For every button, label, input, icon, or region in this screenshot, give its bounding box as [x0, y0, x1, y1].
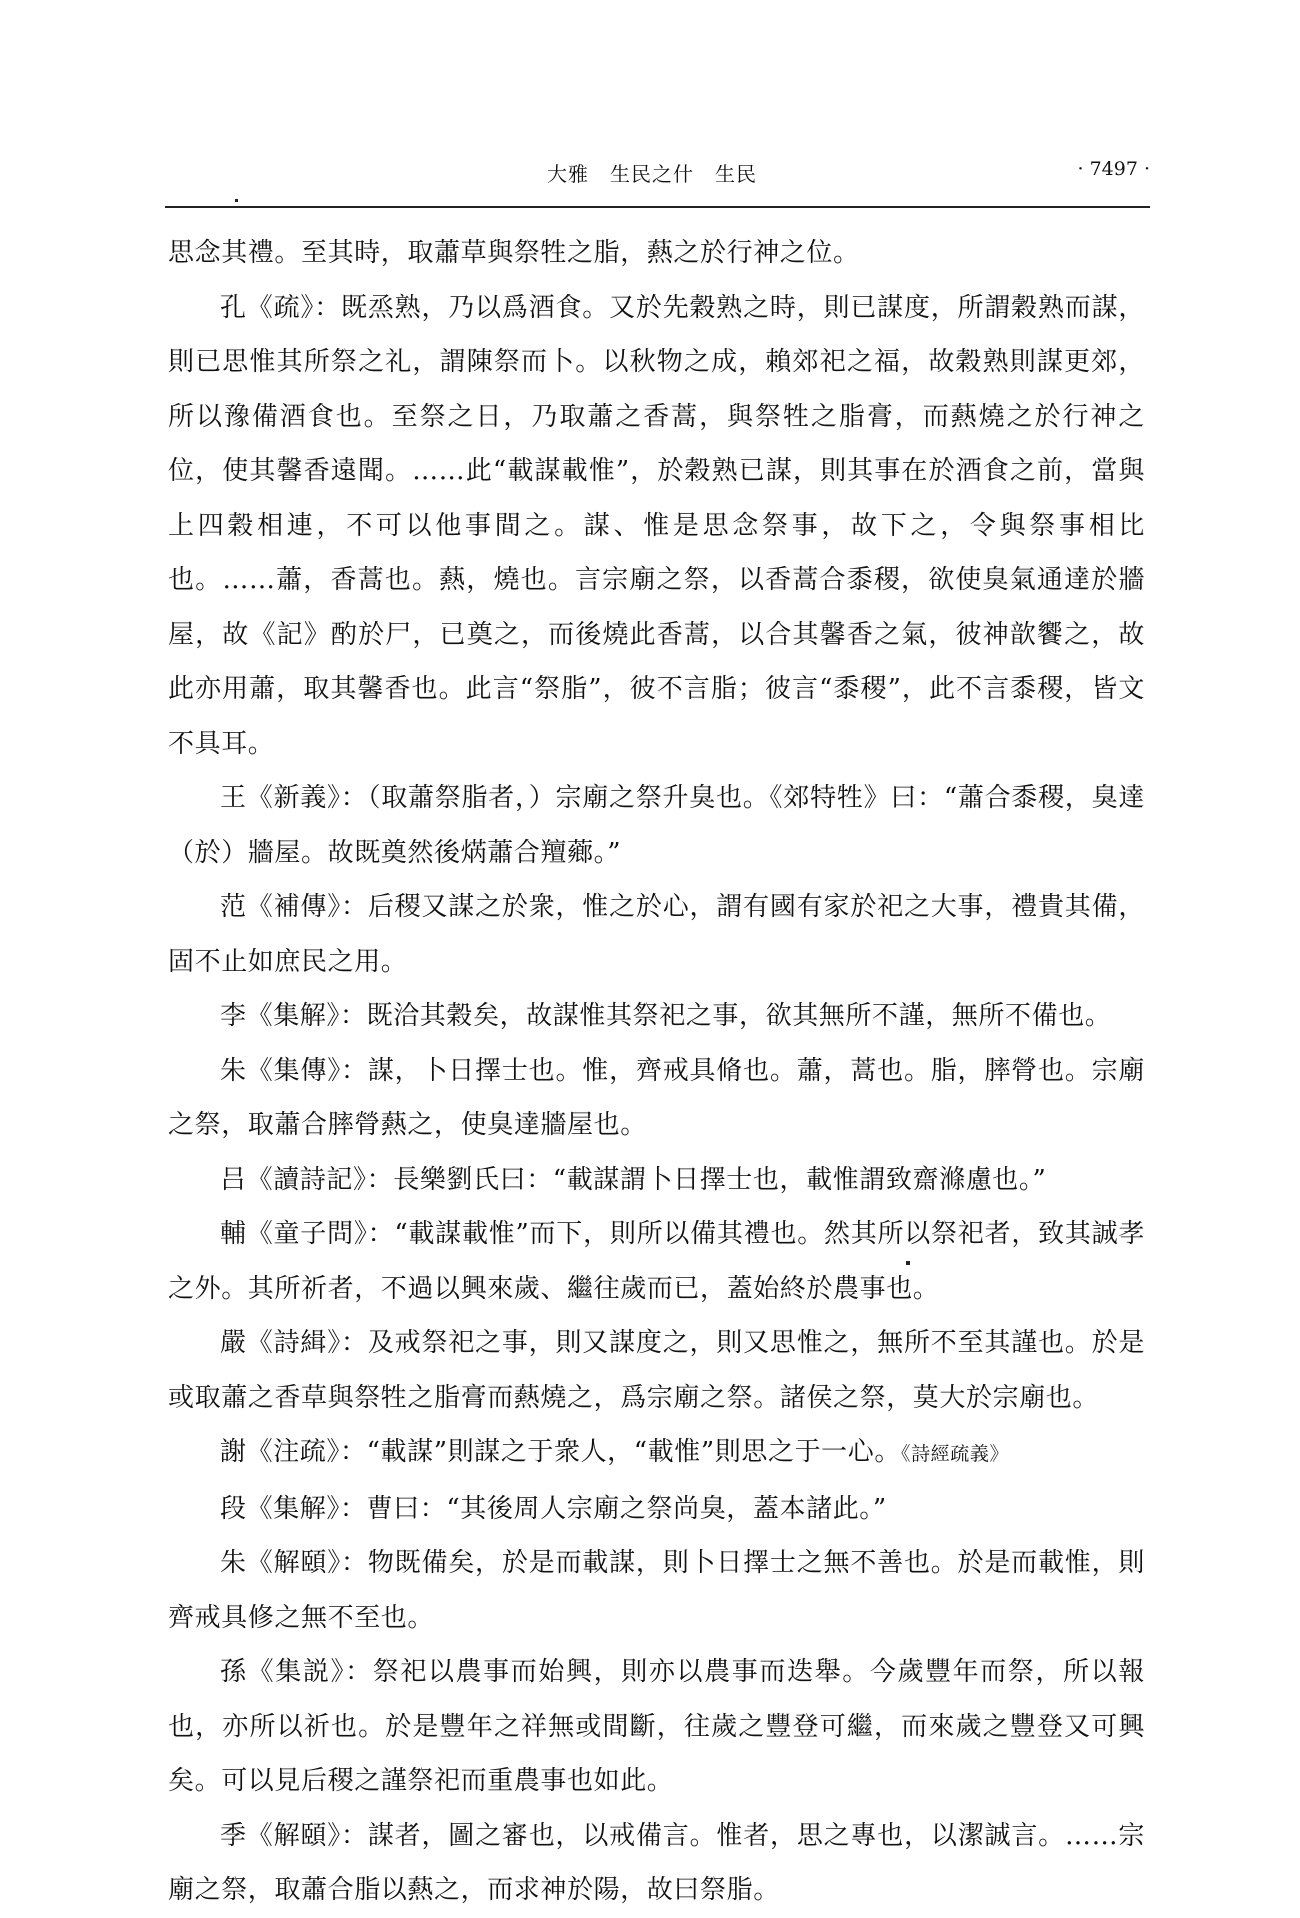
paragraph-duan-jijie: 段《集解》：曹曰：“其後周人宗廟之祭尚臭，蓋本諸此。” — [220, 1493, 887, 1524]
paragraph-lu-dushiji: 吕《讀詩記》：長樂劉氏曰：“載謀謂卜日擇士也，載惟謂致齋滌慮也。” — [220, 1164, 1047, 1195]
paragraph-fu-tongziwen: 輔《童子問》：“載謀載惟”而下，則所以備其禮也。然其所以祭祀者，致其誠孝之外。其所祈者，不過以興來歲、繼往歲而已，蓋始終於農事也。 — [168, 1219, 1145, 1304]
header-rule — [165, 206, 1150, 208]
paragraph-ji-jieyi: 季《解頤》：謀者，圖之審也，以戒備言。惟者，思之專也，以潔誠言。……宗廟之祭，取蕭合脂以爇之，而求神於陽，故曰祭脂。 — [168, 1820, 1145, 1905]
paragraph-yan-shiji: 嚴《詩緝》：及戒祭祀之事，則又謀度之，則又思惟之，無所不至其謹也。於是或取蕭之香草與祭牲之脂膏而爇燒之，爲宗廟之祭。諸侯之祭，莫大於宗廟也。 — [168, 1328, 1145, 1413]
paragraph-kong-shu: 孔《疏》：既烝熟，乃以爲酒食。又於先穀熟之時，則已謀度，所謂穀熟而謀，則已思惟其所祭之礼，謂陳祭而卜。以秋物之成，賴郊祀之福，故穀熟則謀更郊，所以豫備酒食也。至祭之日，乃取蕭之香蒿，與祭牲之脂膏，而爇燒之於行神之位，使其馨香遠聞。……此“載謀載惟”，於穀熟已謀，則其事在於酒食之前，當與上四穀相連，不可以他事間之。謀、惟是思念祭事，故下之，令與祭事相比也。……蕭，香蒿也。爇，燒也。言宗廟之祭，以香蒿合黍稷，欲使臭氣通達於牆屋，故《記》酌於尸，已奠之，而後燒此香蒿，以合其馨香之氣，彼神歆饗之，故此亦用蕭，取其馨香也。此言“祭脂”，彼不言脂；彼言“黍稷”，此不言黍稷，皆文不具耳。 — [168, 292, 1145, 759]
page-number: · 7497 · — [1077, 158, 1150, 180]
running-head — [165, 158, 1150, 198]
paragraph-continuation: 思念其禮。至其時，取蕭草與祭牲之脂，爇之於行神之位。 — [168, 238, 860, 268]
stray-print-mark — [906, 1261, 910, 1265]
xie-source-note: 《詩經疏義》 — [900, 1443, 1010, 1465]
paragraph-zhu-jieyi: 朱《解頤》：物既備矣，於是而載謀，則卜日擇士之無不善也。於是而載惟，則齊戒具修之無不至也。 — [168, 1548, 1145, 1633]
paragraph-wang-xinyi: 王《新義》：（取蕭祭脂者，）宗廟之祭升臭也。《郊特牲》曰：“蕭合黍稷，臭達（於）牆屋。故既奠然後焫蕭合羶薌。” — [168, 783, 1145, 868]
paragraph-sun-jishuo: 孫《集説》：祭祀以農事而始興，則亦以農事而迭舉。今歲豐年而祭，所以報也，亦所以祈也。於是豐年之祥無或間斷，往歲之豐登可繼，而來歲之豐登又可興矣。可以見后稷之謹祭祀而重農事也如此。 — [168, 1657, 1145, 1796]
xie-zhushu-text: 謝《注疏》：“載謀”則謀之于衆人，“載惟”則思之于一心。 — [220, 1437, 901, 1467]
paragraph-zhu-jizhuan: 朱《集傳》：謀，卜日擇士也。惟，齊戒具脩也。蕭，蒿也。脂，膟膋也。宗廟之祭，取蕭合膟膋爇之，使臭達牆屋也。 — [168, 1055, 1145, 1140]
paragraph-xie-zhushu — [168, 1425, 1145, 1482]
paragraph-li-jijie: 李《集解》：既洽其穀矣，故謀惟其祭祀之事，欲其無所不謹，無所不備也。 — [220, 1001, 1112, 1031]
running-head-title: 大雅 生民之什 生民 — [547, 162, 757, 186]
body-text — [168, 226, 1145, 1918]
header-rule-mark — [235, 199, 238, 202]
paragraph-fan-buzhuan: 范《補傳》：后稷又謀之於衆，惟之於心，謂有國有家於祀之大事，禮貴其備，固不止如庶民之用。 — [168, 892, 1145, 977]
